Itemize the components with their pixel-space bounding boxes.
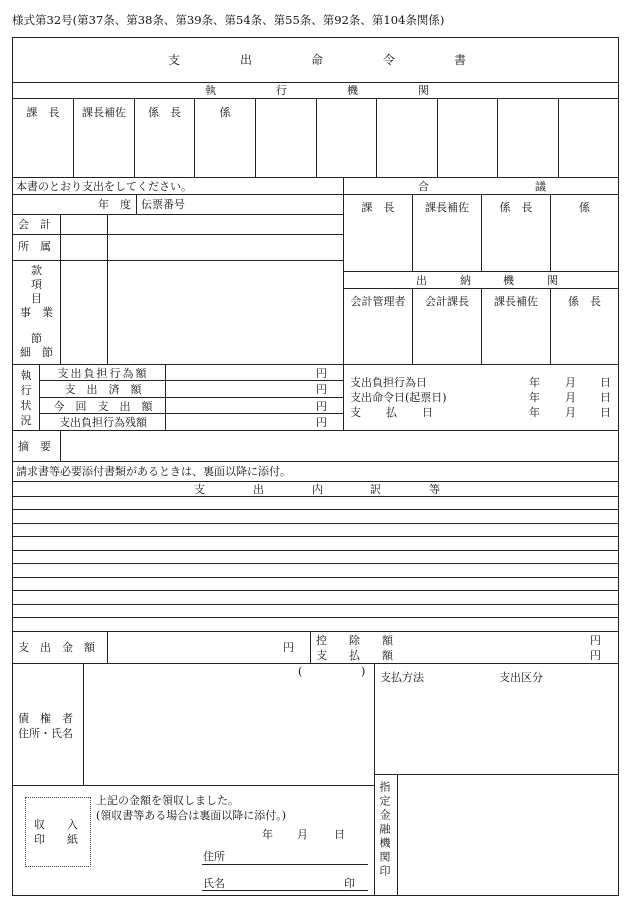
treasury-role: 係 長 — [568, 295, 601, 308]
receipt-date-day: 日 — [334, 828, 345, 841]
status-row-label: 支出負担行為残額 — [59, 416, 147, 429]
date-day: 日 — [600, 406, 611, 419]
name-line[interactable] — [202, 890, 368, 891]
yen-unit: 円 — [316, 416, 327, 429]
creditor-label: 債 権 者 — [18, 712, 73, 725]
consultation-role: 係 長 — [499, 201, 533, 214]
revenue-stamp-label: 収 入 — [34, 818, 78, 831]
status-side-char: 行 — [20, 384, 32, 397]
budget-item: 款 — [31, 264, 42, 277]
revenue-stamp-box — [25, 797, 91, 867]
address-label: 住所 — [203, 850, 225, 863]
treasury-heading-char: 出 — [416, 274, 427, 287]
budget-item: 細 節 — [20, 346, 53, 359]
status-row-label: 支 出 済 額 — [64, 383, 142, 396]
breakdown-heading-char: 内 — [312, 483, 323, 496]
status-row-label: 今 回 支 出 額 — [53, 400, 153, 413]
budget-item: 節 — [31, 332, 42, 345]
treasury-role: 会計管理者 — [350, 295, 406, 308]
receipt-date-month: 月 — [297, 828, 308, 841]
heading-char: 機 — [347, 84, 358, 97]
treasury-heading-char: 納 — [460, 274, 471, 287]
treasury-heading-char: 機 — [503, 274, 514, 287]
payment-method-label: 支払方法 — [380, 671, 424, 684]
heading-char: 行 — [276, 84, 287, 97]
address-line[interactable] — [202, 864, 368, 865]
summary-field[interactable] — [62, 431, 617, 460]
paren-close: ) — [361, 665, 366, 678]
department-label: 所 属 — [18, 240, 51, 253]
date-month: 月 — [565, 406, 576, 419]
treasury-role: 会計課長 — [425, 295, 469, 308]
date-day: 日 — [600, 376, 611, 389]
summary-label: 摘 要 — [18, 440, 51, 453]
form-id: 様式第32号(第37条、第38条、第39条、第54条、第55条、第92条、第104条関係) — [12, 13, 445, 27]
deduction-unit: 円 — [590, 634, 601, 647]
receipt-text: 上記の金額を領収しました。 — [96, 794, 239, 807]
breakdown-heading-char: 支 — [194, 483, 205, 496]
role-label: 課 長 — [26, 106, 60, 119]
title-char: 令 — [383, 53, 396, 67]
consultation-role: 係 — [579, 201, 590, 214]
creditor-label-2: 住所・氏名 — [18, 727, 73, 740]
date-year: 年 — [529, 376, 540, 389]
attachment-note: 請求書等必要添付書類があるときは、裏面以降に添付。 — [16, 465, 291, 478]
designated-bank-label: 指定金融機関印 — [378, 781, 391, 879]
date-label: 支 払 日 — [350, 406, 434, 419]
date-year: 年 — [529, 391, 540, 404]
budget-item: 事 業 — [20, 306, 53, 319]
consultation-heading-char: 合 — [418, 180, 429, 193]
consultation-role: 課長補佐 — [425, 201, 469, 214]
role-label: 課長補佐 — [82, 106, 126, 119]
breakdown-heading-char: 訳 — [370, 483, 381, 496]
date-label: 支出命令日(起票日) — [350, 391, 447, 404]
breakdown-heading-char: 等 — [429, 483, 440, 496]
revenue-stamp-label-2: 印 紙 — [34, 833, 78, 846]
paren-open: ( — [298, 665, 303, 678]
title-char: 支 — [168, 53, 181, 67]
seal-mark: 印 — [344, 877, 355, 890]
heading-char: 執 — [205, 84, 216, 97]
title-char: 書 — [454, 53, 467, 67]
account-label: 会 計 — [18, 218, 51, 231]
title-char: 命 — [311, 53, 324, 67]
yen-unit: 円 — [316, 383, 327, 396]
yen-unit: 円 — [316, 367, 327, 380]
amount-unit: 円 — [283, 641, 294, 654]
amount-label: 支 出 金 額 — [18, 641, 95, 654]
name-label: 氏名 — [203, 877, 225, 890]
date-label: 支出負担行為日 — [350, 376, 427, 389]
status-side-char: 状 — [20, 399, 32, 412]
consultation-role: 課 長 — [361, 201, 395, 214]
receipt-date-year: 年 — [262, 828, 273, 841]
payment-unit: 円 — [590, 649, 601, 662]
receipt-note: (領収書等ある場合は裏面以降に添付。) — [96, 809, 287, 822]
treasury-heading-char: 関 — [547, 274, 558, 287]
payment-label: 支 払 額 — [316, 649, 393, 662]
status-side-char: 執 — [20, 369, 32, 382]
budget-item: 目 — [31, 292, 42, 305]
payment-category-label: 支出区分 — [499, 671, 543, 684]
year-label: 年 度 — [98, 198, 131, 211]
heading-char: 関 — [418, 84, 429, 97]
status-row-label: 支出負担行為額 — [57, 367, 149, 380]
treasury-role: 課長補佐 — [494, 295, 538, 308]
budget-item: 項 — [31, 278, 42, 291]
yen-unit: 円 — [316, 400, 327, 413]
date-year: 年 — [529, 406, 540, 419]
date-day: 日 — [600, 391, 611, 404]
date-month: 月 — [565, 376, 576, 389]
role-label: 係 長 — [148, 106, 181, 119]
role-label: 係 — [219, 106, 231, 119]
status-side-char: 況 — [20, 414, 32, 427]
breakdown-heading-char: 出 — [253, 483, 264, 496]
date-month: 月 — [565, 391, 576, 404]
title-char: 出 — [240, 53, 253, 67]
slip-number-label: 伝票番号 — [141, 198, 185, 211]
deduction-label: 控 除 額 — [316, 634, 393, 647]
consultation-heading-char: 議 — [535, 180, 546, 193]
instruction-text: 本書のとおり支出をしてください。 — [16, 180, 192, 193]
